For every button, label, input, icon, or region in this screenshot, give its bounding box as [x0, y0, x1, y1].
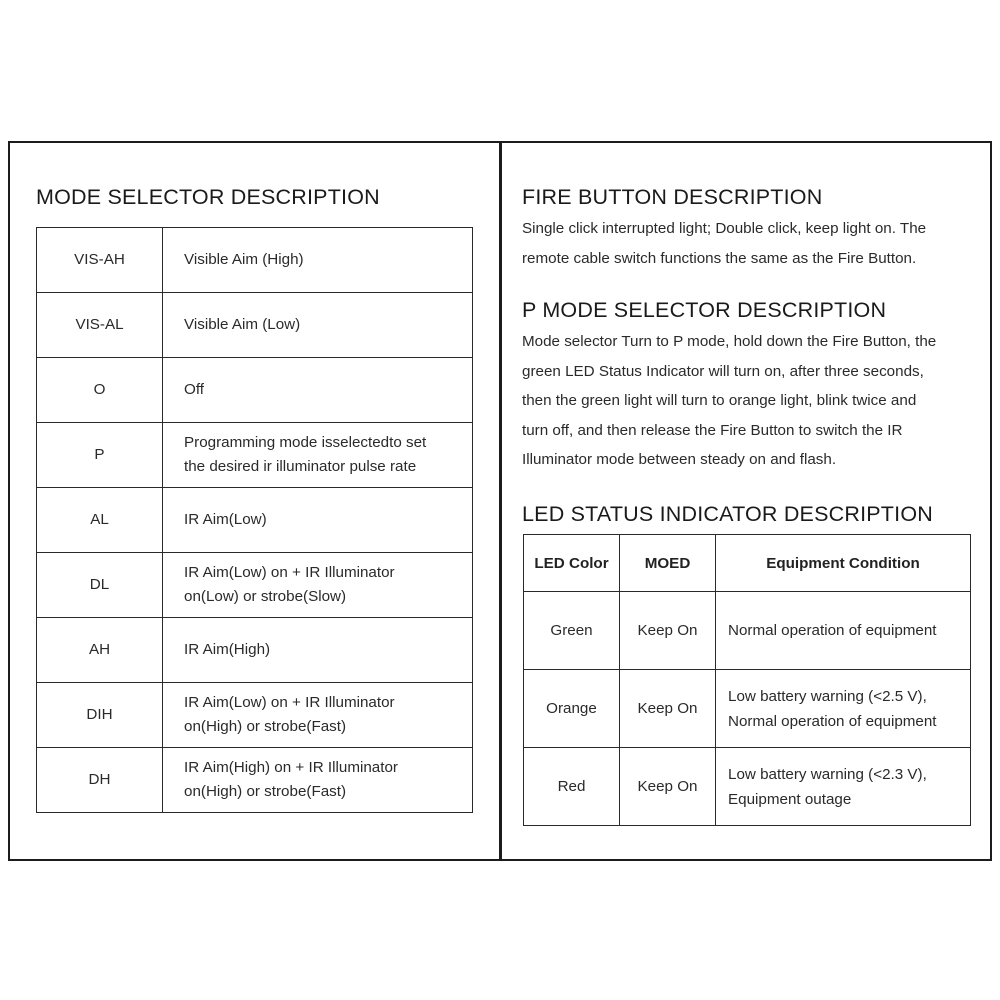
fire-button-text	[522, 214, 972, 273]
mode-description	[163, 358, 473, 423]
mode-description	[163, 228, 473, 293]
led-condition-line: Equipment outage	[728, 790, 852, 808]
mode-selector-table	[36, 227, 473, 813]
p-mode-line: green LED Status Indicator will turn on, after three seconds,	[522, 362, 924, 380]
p-mode-title: P MODE SELECTOR DESCRIPTION	[522, 298, 887, 322]
led-mode: Keep On	[620, 670, 716, 748]
right-panel	[522, 180, 972, 531]
led-condition-line: Low battery warning (<2.5 V),	[728, 687, 927, 705]
mode-description	[163, 553, 473, 618]
led-mode: Keep On	[620, 748, 716, 826]
mode-description	[163, 748, 473, 813]
led-condition-line: Normal operation of equipment	[728, 622, 937, 639]
mode-row	[37, 228, 473, 293]
mode-description-line: IR Aim(Low) on + IR Illuminator	[184, 564, 395, 581]
mode-code: VIS-AL	[37, 293, 163, 358]
led-status-section	[522, 497, 972, 531]
mode-description-line: Visible Aim (Low)	[184, 316, 301, 333]
led-condition	[716, 748, 971, 826]
mode-description-line: on(High) or strobe(Fast)	[184, 718, 347, 735]
p-mode-line: turn off, and then release the Fire Button to switch the IR	[522, 421, 903, 439]
led-status-title: LED STATUS INDICATOR DESCRIPTION	[522, 501, 933, 526]
led-row	[524, 670, 971, 748]
mode-description-line: Visible Aim (High)	[184, 251, 304, 268]
fire-button-section	[522, 180, 972, 273]
header-led-color: LED Color	[524, 535, 620, 592]
mode-code: DIH	[37, 683, 163, 748]
led-condition-line: Low battery warning (<2.3 V),	[728, 765, 927, 783]
mode-description	[163, 683, 473, 748]
mode-description-line: on(High) or strobe(Fast)	[184, 783, 347, 800]
mode-description-line: on(Low) or strobe(Slow)	[184, 588, 347, 605]
mode-row	[37, 423, 473, 488]
panel-divider	[499, 141, 502, 860]
mode-code: DL	[37, 553, 163, 618]
led-table-header-row	[524, 535, 971, 592]
mode-code: AH	[37, 618, 163, 683]
led-condition-line: Normal operation of equipment	[728, 712, 937, 730]
fire-button-line: remote cable switch functions the same as the Fire Button.	[522, 249, 917, 267]
mode-description-line: Programming mode isselectedto set	[184, 434, 427, 451]
mode-description-line: IR Aim(High) on + IR Illuminator	[184, 759, 398, 776]
led-condition	[716, 592, 971, 670]
mode-code: P	[37, 423, 163, 488]
mode-selector-title: MODE SELECTOR DESCRIPTION	[36, 185, 380, 209]
mode-description-line: IR Aim(Low) on + IR Illuminator	[184, 694, 395, 711]
mode-row	[37, 618, 473, 683]
mode-row	[37, 358, 473, 423]
led-color: Green	[524, 592, 620, 670]
p-mode-line: Illuminator mode between steady on and flash.	[522, 451, 837, 468]
mode-description	[163, 423, 473, 488]
led-row	[524, 592, 971, 670]
p-mode-section	[522, 293, 972, 475]
led-mode: Keep On	[620, 592, 716, 670]
mode-row	[37, 293, 473, 358]
led-row	[524, 748, 971, 826]
mode-row	[37, 748, 473, 813]
mode-description	[163, 618, 473, 683]
mode-description	[163, 488, 473, 553]
mode-description-line: Off	[184, 381, 204, 398]
mode-description-line: the desired ir illuminator pulse rate	[184, 458, 417, 475]
mode-code: VIS-AH	[37, 228, 163, 293]
led-condition	[716, 670, 971, 748]
led-color: Orange	[524, 670, 620, 748]
mode-row	[37, 683, 473, 748]
mode-row	[37, 488, 473, 553]
mode-selector-section	[36, 180, 473, 214]
fire-button-title: FIRE BUTTON DESCRIPTION	[522, 185, 823, 209]
mode-row	[37, 553, 473, 618]
fire-button-line: Single click interrupted light; Double click, keep light on. The	[522, 220, 927, 237]
p-mode-line: Mode selector Turn to P mode, hold down the Fire Button, the	[522, 333, 937, 350]
header-mode: MOED	[620, 535, 716, 592]
mode-description-line: IR Aim(High)	[184, 641, 271, 658]
p-mode-line: then the green light will turn to orange light, blink twice and	[522, 392, 917, 409]
header-equipment-condition: Equipment Condition	[716, 535, 971, 592]
led-status-table	[523, 534, 971, 826]
mode-code: O	[37, 358, 163, 423]
led-color: Red	[524, 748, 620, 826]
mode-code: DH	[37, 748, 163, 813]
mode-code: AL	[37, 488, 163, 553]
mode-description-line: IR Aim(Low)	[184, 511, 267, 528]
mode-description	[163, 293, 473, 358]
p-mode-text	[522, 327, 972, 475]
